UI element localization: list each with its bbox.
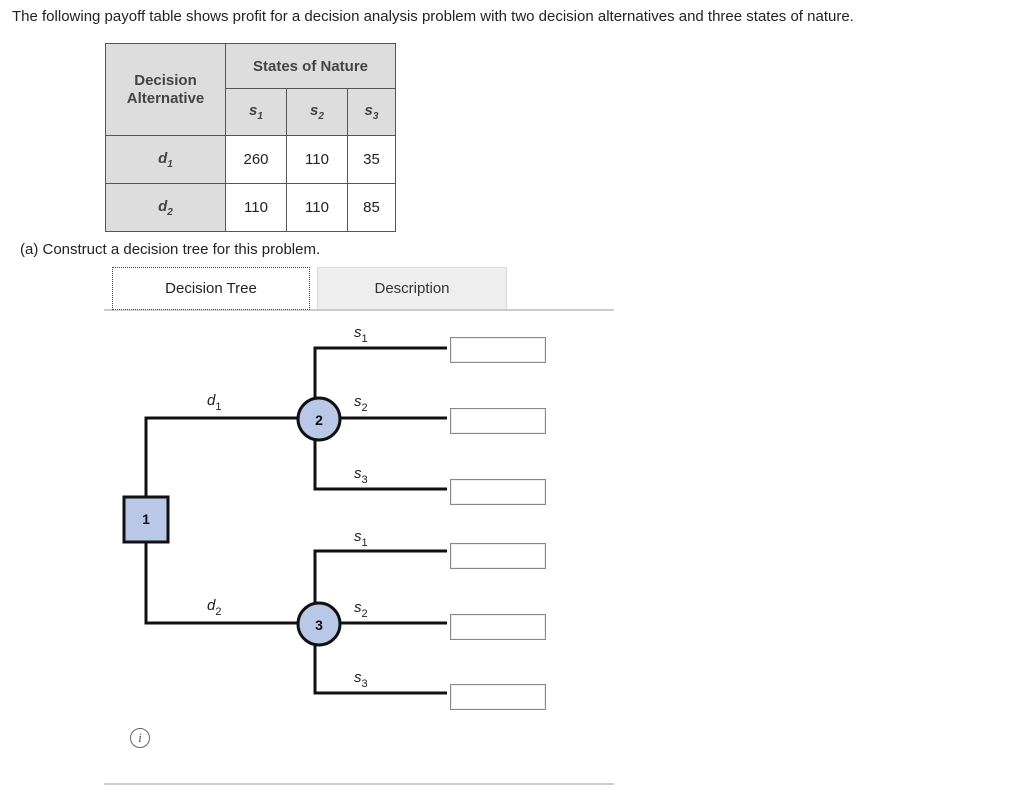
tab-decision-tree[interactable]: Decision Tree xyxy=(112,267,310,310)
label-node2-s2: $s_2$ xyxy=(354,393,368,414)
branch-node2-s3 xyxy=(315,440,447,489)
payoff-cell: 260 xyxy=(226,136,287,184)
tab-description[interactable]: Description xyxy=(317,267,507,309)
problem-statement: The following payoff table shows profit for a decision analysis problem with two decision alternatives and three states of nature. xyxy=(12,8,854,25)
payoff-cell: 110 xyxy=(287,136,348,184)
payoff-input-node3-s2[interactable] xyxy=(450,614,546,640)
state-header-s3: $s_3$ xyxy=(348,89,396,136)
branch-node2-s1 xyxy=(315,348,447,397)
payoff-input-node2-s3[interactable] xyxy=(450,479,546,505)
branch-d2 xyxy=(146,542,297,623)
alternative-d2: $d_2$ xyxy=(106,184,226,232)
label-node2-s1: $s_1$ xyxy=(354,324,368,345)
label-d1: $d_1$ xyxy=(207,392,222,413)
payoff-input-node2-s2[interactable] xyxy=(450,408,546,434)
decision-node-label: 1 xyxy=(142,511,150,527)
alternative-d1: $d_1$ xyxy=(106,136,226,184)
state-header-s1: $s_1$ xyxy=(226,89,287,136)
label-node2-s3: $s_3$ xyxy=(354,465,368,486)
payoff-input-node3-s3[interactable] xyxy=(450,684,546,710)
label-node3-s3: $s_3$ xyxy=(354,669,368,690)
state-header-s2: $s_2$ xyxy=(287,89,348,136)
branch-node3-s1 xyxy=(315,551,447,602)
payoff-cell: 110 xyxy=(287,184,348,232)
branch-d1 xyxy=(146,418,297,497)
divider xyxy=(104,783,614,785)
branch-node3-s3 xyxy=(315,645,447,693)
payoff-input-node3-s1[interactable] xyxy=(450,543,546,569)
chance-node-2-label: 2 xyxy=(315,412,323,428)
states-of-nature-header: States of Nature xyxy=(226,44,396,89)
info-icon[interactable]: i xyxy=(130,728,150,748)
chance-node-3-label: 3 xyxy=(315,617,323,633)
payoff-cell: 85 xyxy=(348,184,396,232)
payoff-cell: 110 xyxy=(226,184,287,232)
part-a-prompt: (a) Construct a decision tree for this problem. xyxy=(20,241,321,258)
label-node3-s1: $s_1$ xyxy=(354,528,368,549)
label-d2: $d_2$ xyxy=(207,597,222,618)
decision-alternative-header: Decision Alternative xyxy=(106,44,226,136)
payoff-input-node2-s1[interactable] xyxy=(450,337,546,363)
label-node3-s2: $s_2$ xyxy=(354,599,368,620)
payoff-cell: 35 xyxy=(348,136,396,184)
